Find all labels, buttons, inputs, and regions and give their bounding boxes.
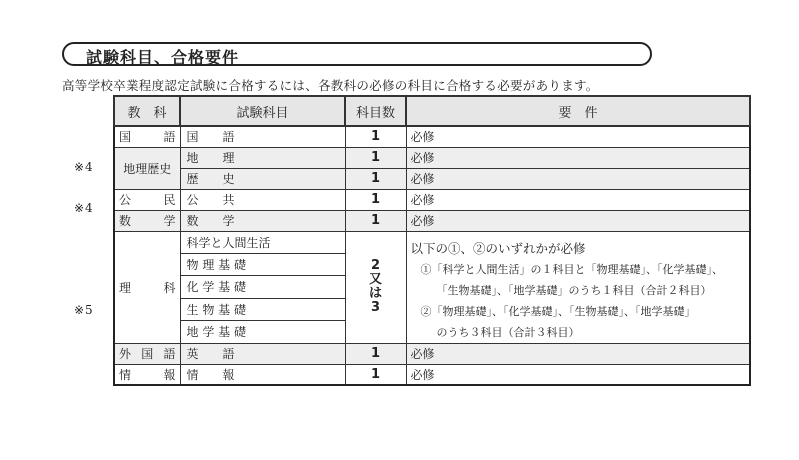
table-row bbox=[114, 231, 750, 253]
exam-cell: 情 報 bbox=[180, 364, 345, 385]
table-row bbox=[114, 210, 750, 231]
requirement-cell: 必修 bbox=[406, 147, 750, 168]
count-char: 2 bbox=[370, 258, 381, 273]
page-title: 試験科目、合格要件 bbox=[86, 48, 240, 67]
requirement-cell: 必修 bbox=[406, 168, 750, 189]
exam-cell: 国 語 bbox=[180, 126, 345, 147]
exam-cell: 公 共 bbox=[180, 189, 345, 210]
exam-cell: 地 理 bbox=[180, 147, 345, 168]
exam-cell: 科学と人間生活 bbox=[180, 231, 345, 253]
exam-cell: 数 学 bbox=[180, 210, 345, 231]
exam-cell: 地 学 基 礎 bbox=[180, 321, 345, 343]
title-frame bbox=[62, 42, 652, 66]
subject-cell: 情 報 bbox=[114, 364, 180, 385]
note-4b: ※4 bbox=[74, 201, 94, 215]
exam-cell: 化 学 基 礎 bbox=[180, 276, 345, 298]
exam-subjects-table bbox=[113, 95, 751, 386]
header-requirement: 要 件 bbox=[406, 96, 750, 126]
subject-cell: 外国語 bbox=[114, 343, 180, 364]
table-header-row bbox=[114, 96, 750, 126]
subject-cell: 理 科 bbox=[114, 231, 180, 343]
table-row bbox=[114, 364, 750, 385]
count-cell: 1 bbox=[345, 189, 406, 210]
count-cell: 1 bbox=[345, 210, 406, 231]
requirement-line: のうち３科目（合計３科目） bbox=[436, 325, 580, 339]
requirement-cell: 必修 bbox=[406, 210, 750, 231]
requirement-cell bbox=[406, 231, 750, 343]
requirement-cell: 必修 bbox=[406, 343, 750, 364]
count-cell: 1 bbox=[345, 147, 406, 168]
subject-cell: 数 学 bbox=[114, 210, 180, 231]
subject-cell: 公 民 bbox=[114, 189, 180, 210]
exam-cell: 英 語 bbox=[180, 343, 345, 364]
count-char: は bbox=[368, 286, 382, 301]
count-cell: 1 bbox=[345, 126, 406, 147]
requirement-line: ②「物理基礎」、「化学基礎」、「生物基礎」、「地学基礎」 bbox=[420, 304, 696, 318]
note-5: ※5 bbox=[74, 303, 94, 317]
exam-cell: 歴 史 bbox=[180, 168, 345, 189]
requirement-cell: 必修 bbox=[406, 126, 750, 147]
intro-text: 高等学校卒業程度認定試験に合格するには、各教科の必修の科目に合格する必要があります。 bbox=[62, 78, 599, 93]
count-char: 又 bbox=[368, 272, 382, 287]
table-row bbox=[114, 168, 750, 189]
subject-cell: 国 語 bbox=[114, 126, 180, 147]
subject-cell: 地理歴史 bbox=[114, 147, 180, 189]
exam-cell: 物 理 基 礎 bbox=[180, 253, 345, 275]
note-4a: ※4 bbox=[74, 160, 94, 174]
requirement-line: 以下の①、②のいずれかが必修 bbox=[410, 240, 586, 256]
table-row bbox=[114, 343, 750, 364]
count-char: 3 bbox=[370, 300, 381, 315]
table-row bbox=[114, 126, 750, 147]
table-row bbox=[114, 147, 750, 168]
requirement-cell: 必修 bbox=[406, 364, 750, 385]
requirement-line: ①「科学と人間生活」の１科目と「物理基礎」、「化学基礎」、 bbox=[420, 262, 723, 276]
requirement-line: 「生物基礎」、「地学基礎」のうち１科目（合計２科目） bbox=[436, 283, 712, 297]
header-count: 科目数 bbox=[345, 96, 406, 126]
count-cell bbox=[345, 231, 406, 343]
header-subject: 教 科 bbox=[114, 96, 180, 126]
count-cell: 1 bbox=[345, 343, 406, 364]
requirement-cell: 必修 bbox=[406, 189, 750, 210]
exam-cell: 生 物 基 礎 bbox=[180, 298, 345, 320]
header-exam: 試験科目 bbox=[180, 96, 345, 126]
count-cell: 1 bbox=[345, 168, 406, 189]
count-cell: 1 bbox=[345, 364, 406, 385]
table-row bbox=[114, 189, 750, 210]
